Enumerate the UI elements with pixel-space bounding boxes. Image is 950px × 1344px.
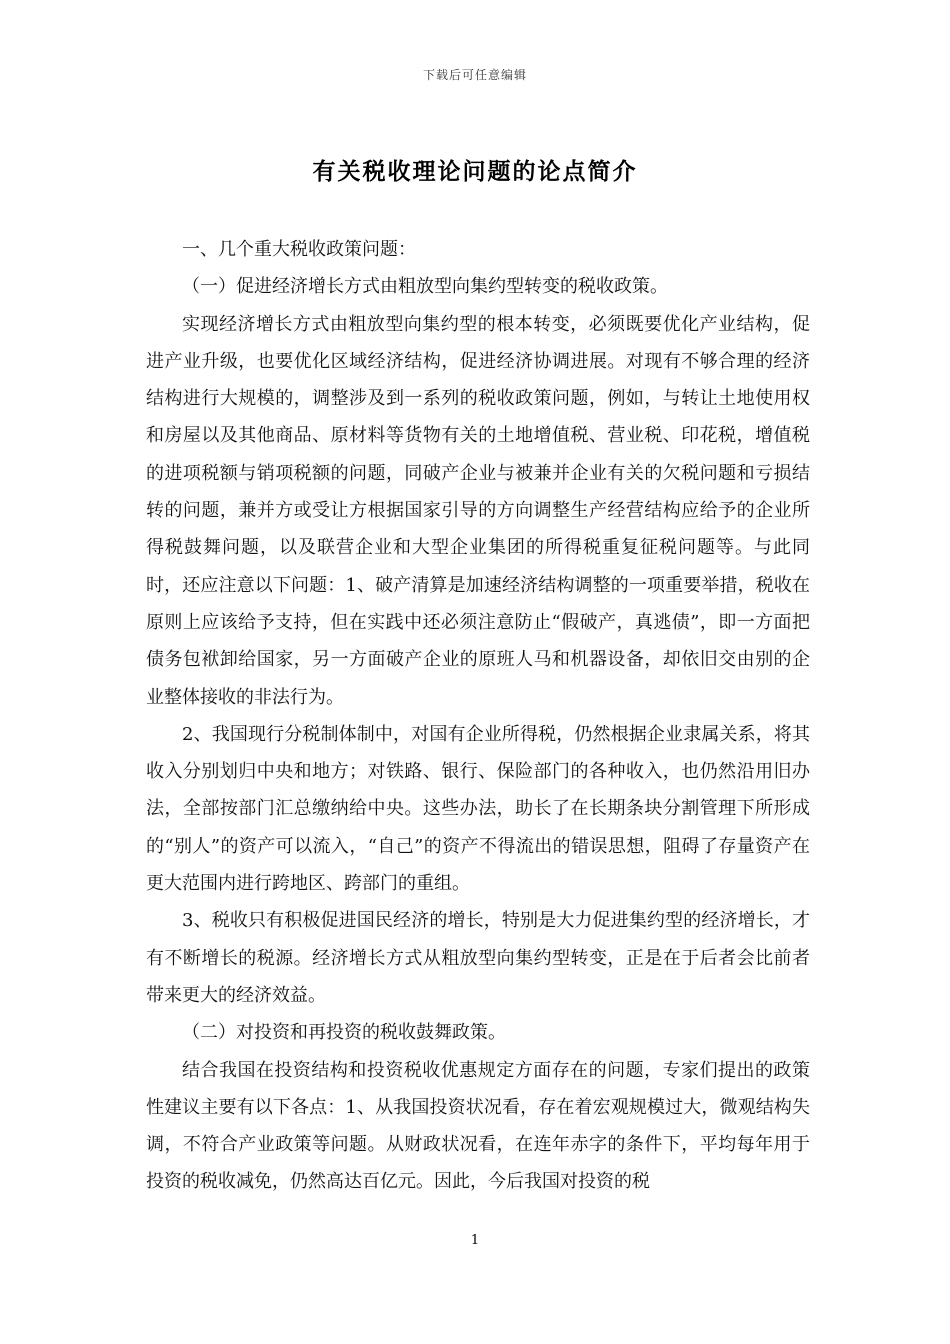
page-number: 1 [470, 1233, 480, 1248]
subsection-heading-1: （一）促进经济增长方式由粗放型向集约型转变的税收政策。 [182, 276, 668, 298]
body-paragraph: 结合我国在投资结构和投资税收优惠规定方面存在的问题，专家们提出的政策性建议主要有以下各点：1、从我国投资状况看，存在着宏观规模过大，微观结构失调，不符合产业政策等问题。从财政状况看，在连年赤字的条件下，平均每年用于投资的税收减免，仍然高达百亿元。因此，今后我国对投资的税 [146, 1059, 810, 1193]
body-paragraph: 2、我国现行分税制体制中，对国有企业所得税，仍然根据企业隶属关系，将其收入分别划归中央和地方；对铁路、银行、保险部门的各种收入，也仍然沿用旧办法，全部按部门汇总缴纳给中央。这些办法，助长了在长期条块分割管理下所形成的“别人”的资产可以流入，“自己”的资产不得流出的错误思想，阻碍了存量资产在更大范围内进行跨地区、跨部门的重组。 [146, 723, 810, 895]
header-note: 下载后可任意编辑 [422, 68, 527, 82]
body-paragraph: 3、税收只有积极促进国民经济的增长，特别是大力促进集约型的经济增长，才有不断增长的税源。经济增长方式从粗放型向集约型转变，正是在于后者会比前者带来更大的经济效益。 [146, 910, 810, 1006]
document-body [146, 231, 810, 1201]
document-title: 有关税收理论问题的论点简介 [312, 158, 638, 185]
section-heading-1: 一、几个重大税收政策问题： [182, 239, 416, 260]
body-paragraph: 实现经济增长方式由粗放型向集约型的根本转变，必须既要优化产业结构，促进产业升级，也要优化区域经济结构，促进经济协调进展。对现有不够合理的经济结构进行大规模的，调整涉及到一系列的税收政策问题，例如，与转让土地使用权和房屋以及其他商品、原材料等货物有关的土地增值税、营业税、印花税，增值税的进项税额与销项税额的问题，同破产企业与被兼并企业有关的欠税问题和亏损结转的问题，兼并方或受让方根据国家引导的方向调整生产经营结构应给予的企业所得税鼓舞问题，以及联营企业和大型企业集团的所得税重复征税问题等。与此同时，还应注意以下问题：1、破产清算是加速经济结构调整的一项重要举措，税收在原则上应该给予支持，但在实践中还必须注意防止“假破产，真逃债”，即一方面把债务包袱卸给国家，另一方面破产企业的原班人马和机器设备，却依旧交由别的企业整体接收的非法行为。 [146, 313, 810, 708]
subsection-heading-2: （二）对投资和再投资的税收鼓舞政策。 [182, 1022, 506, 1044]
